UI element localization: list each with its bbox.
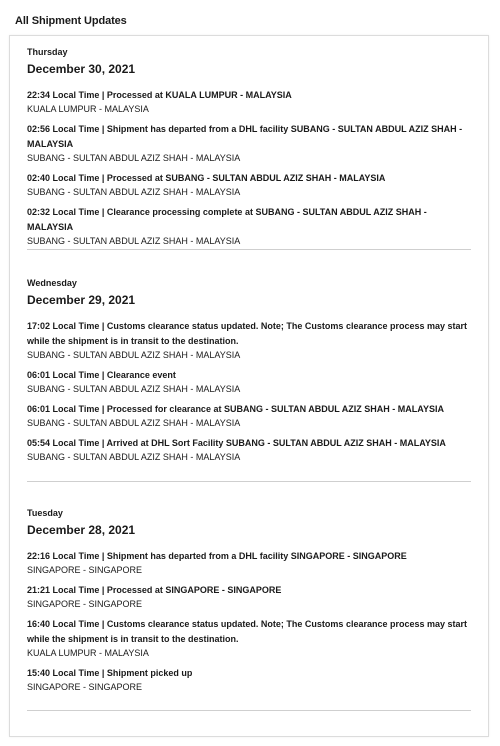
event-title: 02:32 Local Time | Clearance processing complete at SUBANG - SULTAN ABDUL AZIZ SHAH - MALAYSIA [27, 207, 427, 232]
day-group-wednesday [27, 277, 471, 470]
day-group-tuesday [27, 507, 471, 700]
section-divider [27, 710, 471, 711]
event-list [27, 549, 471, 694]
event-title: 22:16 Local Time | Shipment has departed from a DHL facility SINGAPORE - SINGAPORE [27, 551, 407, 561]
day-date: December 30, 2021 [27, 62, 136, 76]
event-item [27, 122, 471, 165]
event-title: 17:02 Local Time | Customs clearance status updated. Note; The Customs clearance process may start while the shipment is in transit to the destination. [27, 321, 468, 346]
day-group-thursday [27, 46, 471, 254]
event-location: KUALA LUMPUR - MALAYSIA [27, 104, 149, 114]
day-date: December 28, 2021 [27, 523, 136, 537]
event-location: SUBANG - SULTAN ABDUL AZIZ SHAH - MALAYSIA [27, 153, 241, 163]
day-date: December 29, 2021 [27, 293, 136, 307]
event-location: SUBANG - SULTAN ABDUL AZIZ SHAH - MALAYSIA [27, 350, 241, 360]
event-location: SUBANG - SULTAN ABDUL AZIZ SHAH - MALAYSIA [27, 418, 241, 428]
event-location: SUBANG - SULTAN ABDUL AZIZ SHAH - MALAYSIA [27, 452, 241, 462]
event-location: SINGAPORE - SINGAPORE [27, 565, 143, 575]
event-title: 16:40 Local Time | Customs clearance status updated. Note; The Customs clearance process may start while the shipment is in transit to the destination. [27, 619, 468, 644]
event-item [27, 88, 471, 116]
event-item [27, 436, 471, 464]
event-location: SUBANG - SULTAN ABDUL AZIZ SHAH - MALAYSIA [27, 384, 241, 394]
event-title: 05:54 Local Time | Arrived at DHL Sort Facility SUBANG - SULTAN ABDUL AZIZ SHAH - MALAYSIA [27, 438, 446, 448]
event-title: 06:01 Local Time | Clearance event [27, 370, 176, 380]
event-item [27, 583, 471, 611]
section-divider [27, 481, 471, 482]
event-item [27, 205, 471, 248]
event-title: 22:34 Local Time | Processed at KUALA LUMPUR - MALAYSIA [27, 90, 292, 100]
event-title: 06:01 Local Time | Processed for clearance at SUBANG - SULTAN ABDUL AZIZ SHAH - MALAYSIA [27, 404, 444, 414]
event-title: 15:40 Local Time | Shipment picked up [27, 668, 193, 678]
event-title: 02:40 Local Time | Processed at SUBANG - SULTAN ABDUL AZIZ SHAH - MALAYSIA [27, 173, 386, 183]
event-item [27, 319, 471, 362]
day-weekday: Wednesday [27, 278, 77, 288]
event-location: SINGAPORE - SINGAPORE [27, 682, 143, 692]
event-item [27, 666, 471, 694]
event-list [27, 319, 471, 464]
event-item [27, 171, 471, 199]
event-location: SINGAPORE - SINGAPORE [27, 599, 143, 609]
event-location: SUBANG - SULTAN ABDUL AZIZ SHAH - MALAYSIA [27, 187, 241, 197]
page-title: All Shipment Updates [15, 15, 127, 27]
day-weekday: Thursday [27, 47, 68, 57]
event-location: SUBANG - SULTAN ABDUL AZIZ SHAH - MALAYSIA [27, 236, 241, 246]
event-item [27, 368, 471, 396]
event-location: KUALA LUMPUR - MALAYSIA [27, 648, 149, 658]
event-list [27, 88, 471, 248]
event-item [27, 549, 471, 577]
event-title: 02:56 Local Time | Shipment has departed from a DHL facility SUBANG - SULTAN ABDUL AZIZ SHAH - MALAYSIA [27, 124, 463, 149]
event-item [27, 617, 471, 660]
event-title: 21:21 Local Time | Processed at SINGAPORE - SINGAPORE [27, 585, 282, 595]
event-item [27, 402, 471, 430]
section-divider [27, 249, 471, 250]
day-weekday: Tuesday [27, 508, 63, 518]
